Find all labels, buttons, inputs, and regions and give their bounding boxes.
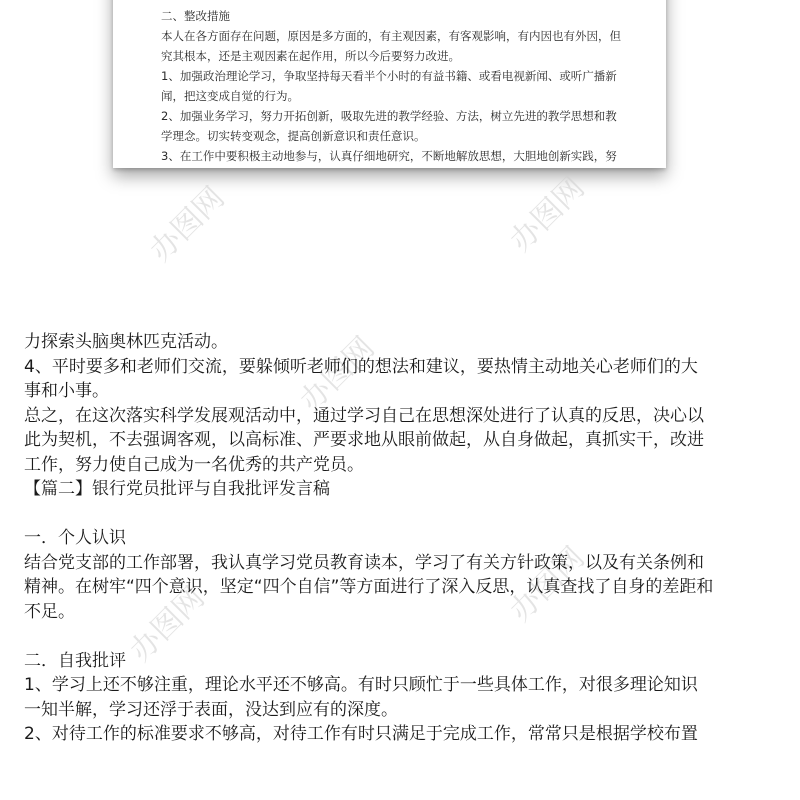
watermark: 办图网 — [503, 540, 592, 629]
doc-line: 不足。 — [24, 601, 75, 622]
preview-line: 究其根本，还是主观因素在起作用，所以今后要努力改进。 — [161, 49, 460, 63]
document-body — [24, 330, 784, 747]
doc-line: 此为契机，不去强调客观，以高标准、严要求地从眼前做起，从自身做起，真抓实干，改进 — [24, 430, 704, 450]
doc-line: 力探索头脑奥林匹克活动。 — [24, 332, 228, 352]
preview-page-text — [161, 0, 631, 166]
doc-line: 结合党支部的工作部署，我认真学习党员教育读本，学习了有关方针政策，以及有关条例和 — [24, 552, 704, 573]
preview-line: 本人在各方面存在问题，原因是多方面的，有主观因素，有客观影响，有内因也有外因，但 — [161, 29, 621, 43]
watermark: 办图网 — [123, 580, 212, 669]
watermark: 办图网 — [143, 180, 232, 269]
preview-line: 闻，把这变成自觉的行为。 — [161, 89, 299, 103]
preview-line: 3、在工作中要积极主动地参与，认真仔细地研究，不断地解放思想，大胆地创新实践，努 — [161, 149, 617, 163]
subsection-heading: 一．个人认识 — [24, 528, 126, 548]
watermark: 办图网 — [293, 330, 382, 419]
preview-line: 学理念。切实转变观念，提高创新意识和责任意识。 — [161, 129, 426, 143]
doc-line: 总之，在这次落实科学发展观活动中，通过学习自己在思想深处进行了认真的反思，决心以 — [24, 405, 704, 426]
preview-line: 1、加强政治理论学习，争取坚持每天看半个小时的有益书籍、或看电视新闻、或听广播新 — [161, 69, 617, 83]
doc-line: 事和小事。 — [24, 381, 109, 401]
doc-line: 一知半解，学习还浮于表面，没达到应有的深度。 — [24, 699, 398, 720]
subsection-heading: 二．自我批评 — [24, 650, 126, 671]
doc-line: 4、平时要多和老师们交流，要躲倾听老师们的想法和建议，要热情主动地关心老师们的大 — [24, 356, 698, 377]
section-heading: 【篇二】银行党员批评与自我批评发言稿 — [24, 479, 330, 499]
watermark: 办图网 — [503, 170, 592, 259]
preview-section-title: 二、整改措施 — [161, 9, 230, 23]
doc-line: 工作，努力使自己成为一名优秀的共产党员。 — [24, 454, 364, 475]
doc-line: 精神。在树牢“四个意识，坚定“四个自信”等方面进行了深入反思，认真查找了自身的差距和 — [24, 577, 714, 597]
doc-line: 1、学习上还不够注重，理论水平还不够高。有时只顾忙于一些具体工作，对很多理论知识 — [24, 675, 698, 695]
preview-line: 2、加强业务学习，努力开拓创新，吸取先进的教学经验、方法，树立先进的教学思想和教 — [161, 109, 617, 123]
preview-page-card — [113, 0, 666, 168]
doc-line: 2、对待工作的标准要求不够高，对待工作有时只满足于完成工作，常常只是根据学校布置 — [24, 724, 698, 744]
